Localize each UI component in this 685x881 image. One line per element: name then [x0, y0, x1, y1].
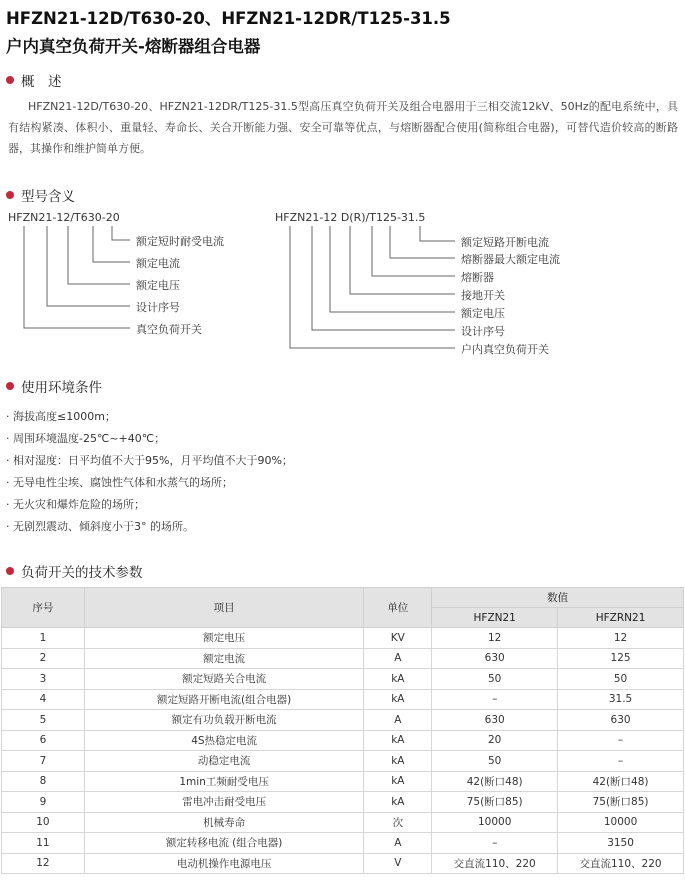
condition-item: · 无剧烈震动、倾斜度小于3° 的场所。 — [6, 520, 194, 533]
header-hfzn21: HFZN21 — [432, 608, 558, 628]
cell-item: 电动机操作电源电压 — [84, 853, 364, 874]
cell-item: 额定电流 — [84, 648, 364, 669]
page-title: HFZN21-12D/T630-20、HFZN21-12DR/T125-31.5 — [6, 9, 451, 28]
cell-item: 动稳定电流 — [84, 751, 364, 772]
condition-item: · 海拔高度≤1000m； — [6, 410, 116, 423]
params-table — [1, 587, 684, 874]
cell-seq: 3 — [2, 669, 85, 690]
condition-item: · 相对湿度：日平均值不大于95%，月平均值不大于90%； — [6, 454, 293, 467]
condition-item: · 无导电性尘埃、腐蚀性气体和水蒸气的场所； — [6, 476, 233, 489]
cell-hfzn21: 50 — [432, 751, 558, 772]
right-label-3: 熔断器 — [461, 271, 494, 284]
cell-seq: 11 — [2, 833, 85, 854]
cell-hfzn21: 12 — [432, 628, 558, 649]
cell-item: 额定有功负载开断电流 — [84, 710, 364, 731]
cell-seq: 1 — [2, 628, 85, 649]
cell-hfzn21: – — [432, 833, 558, 854]
cell-item: 4S热稳定电流 — [84, 730, 364, 751]
cell-item: 额定短路关合电流 — [84, 669, 364, 690]
cell-hfzrn21: 31.5 — [558, 689, 684, 710]
section-bullet-icon — [6, 382, 14, 390]
cell-hfzn21: – — [432, 689, 558, 710]
cell-unit: kA — [364, 751, 432, 772]
right-label-6: 设计序号 — [461, 325, 505, 338]
cell-hfzn21: 50 — [432, 669, 558, 690]
cell-hfzn21: 630 — [432, 710, 558, 731]
cell-unit: A — [364, 833, 432, 854]
header-value: 数值 — [432, 588, 684, 608]
cell-hfzn21: 630 — [432, 648, 558, 669]
cell-hfzrn21: 交直流110、220 — [558, 853, 684, 874]
cell-hfzrn21: 125 — [558, 648, 684, 669]
cell-seq: 6 — [2, 730, 85, 751]
table-row — [2, 669, 684, 690]
left-label-4: 设计序号 — [136, 301, 180, 314]
header-unit: 单位 — [364, 588, 432, 628]
table-row — [2, 689, 684, 710]
cell-unit: kA — [364, 771, 432, 792]
cell-unit: V — [364, 853, 432, 874]
left-label-5: 真空负荷开关 — [136, 323, 202, 336]
header-item: 项目 — [84, 588, 364, 628]
cell-unit: kA — [364, 792, 432, 813]
cell-hfzrn21: 12 — [558, 628, 684, 649]
model-code-left: HFZN21-12/T630-20 — [8, 211, 120, 224]
cell-item: 额定电压 — [84, 628, 364, 649]
cell-seq: 10 — [2, 812, 85, 833]
cell-unit: A — [364, 710, 432, 731]
table-row — [2, 730, 684, 751]
cell-seq: 8 — [2, 771, 85, 792]
page-subtitle: 户内真空负荷开关-熔断器组合电器 — [6, 37, 261, 56]
table-row — [2, 833, 684, 854]
right-label-1: 额定短路开断电流 — [461, 236, 549, 249]
right-label-7: 户内真空负荷开关 — [461, 343, 549, 356]
table-row — [2, 792, 684, 813]
right-label-5: 额定电压 — [461, 307, 505, 320]
cell-item: 雷电冲击耐受电压 — [84, 792, 364, 813]
table-row — [2, 812, 684, 833]
right-label-2: 熔断器最大额定电流 — [461, 253, 560, 266]
cell-hfzn21: 10000 — [432, 812, 558, 833]
cell-hfzrn21: – — [558, 751, 684, 772]
model-heading-text: 型号含义 — [21, 189, 75, 205]
cell-unit: kA — [364, 669, 432, 690]
cell-hfzrn21: 630 — [558, 710, 684, 731]
cell-unit: KV — [364, 628, 432, 649]
cell-hfzn21: 交直流110、220 — [432, 853, 558, 874]
table-row — [2, 628, 684, 649]
cell-hfzn21: 75(断口85) — [432, 792, 558, 813]
conditions-heading-text: 使用环境条件 — [21, 380, 102, 396]
section-conditions-heading — [6, 376, 102, 396]
table-row — [2, 771, 684, 792]
overview-paragraph: HFZN21-12D/T630-20、HFZN21-12DR/T125-31.5型高压真空负荷开关及组合电器用于三相交流12kV、50Hz的配电系统中，具有结构紧凑、体积小、重量轻、寿命长、关合开断能力强、安全可靠等优点，与熔断器配合使用(简称组合电器)，可替代造价较高的断路器，其操作和维护简单方便。 — [8, 100, 678, 155]
cell-unit: 次 — [364, 812, 432, 833]
left-label-2: 额定电流 — [136, 257, 180, 270]
condition-item: · 周围环境温度-25℃~+40℃； — [6, 432, 166, 445]
overview-heading-text: 概 述 — [21, 74, 62, 90]
cell-hfzrn21: – — [558, 730, 684, 751]
cell-hfzrn21: 42(断口48) — [558, 771, 684, 792]
cell-seq: 9 — [2, 792, 85, 813]
cell-unit: A — [364, 648, 432, 669]
table-row — [2, 853, 684, 874]
cell-seq: 4 — [2, 689, 85, 710]
cell-item: 额定转移电流 (组合电器) — [84, 833, 364, 854]
params-table-body — [2, 628, 684, 874]
cell-hfzn21: 42(断口48) — [432, 771, 558, 792]
header-seq: 序号 — [2, 588, 85, 628]
cell-seq: 2 — [2, 648, 85, 669]
cell-seq: 12 — [2, 853, 85, 874]
cell-item: 额定短路开断电流(组合电器) — [84, 689, 364, 710]
table-row — [2, 648, 684, 669]
cell-hfzrn21: 50 — [558, 669, 684, 690]
cell-unit: kA — [364, 730, 432, 751]
cell-item: 1min工频耐受电压 — [84, 771, 364, 792]
cell-hfzn21: 20 — [432, 730, 558, 751]
model-code-right: HFZN21-12 D(R)/T125-31.5 — [275, 211, 426, 224]
cell-hfzrn21: 75(断口85) — [558, 792, 684, 813]
table-row — [2, 710, 684, 731]
left-label-3: 额定电压 — [136, 279, 180, 292]
params-heading-text: 负荷开关的技术参数 — [21, 565, 143, 581]
section-params-heading — [6, 561, 143, 581]
header-hfzrn21: HFZRN21 — [558, 608, 684, 628]
condition-item: · 无火灾和爆炸危险的场所； — [6, 498, 145, 511]
cell-item: 机械寿命 — [84, 812, 364, 833]
cell-seq: 5 — [2, 710, 85, 731]
cell-unit: kA — [364, 689, 432, 710]
section-bullet-icon — [6, 567, 14, 575]
table-row — [2, 751, 684, 772]
right-label-4: 接地开关 — [461, 289, 505, 302]
cell-hfzrn21: 3150 — [558, 833, 684, 854]
cell-hfzrn21: 10000 — [558, 812, 684, 833]
cell-seq: 7 — [2, 751, 85, 772]
left-label-1: 额定短时耐受电流 — [136, 235, 224, 248]
